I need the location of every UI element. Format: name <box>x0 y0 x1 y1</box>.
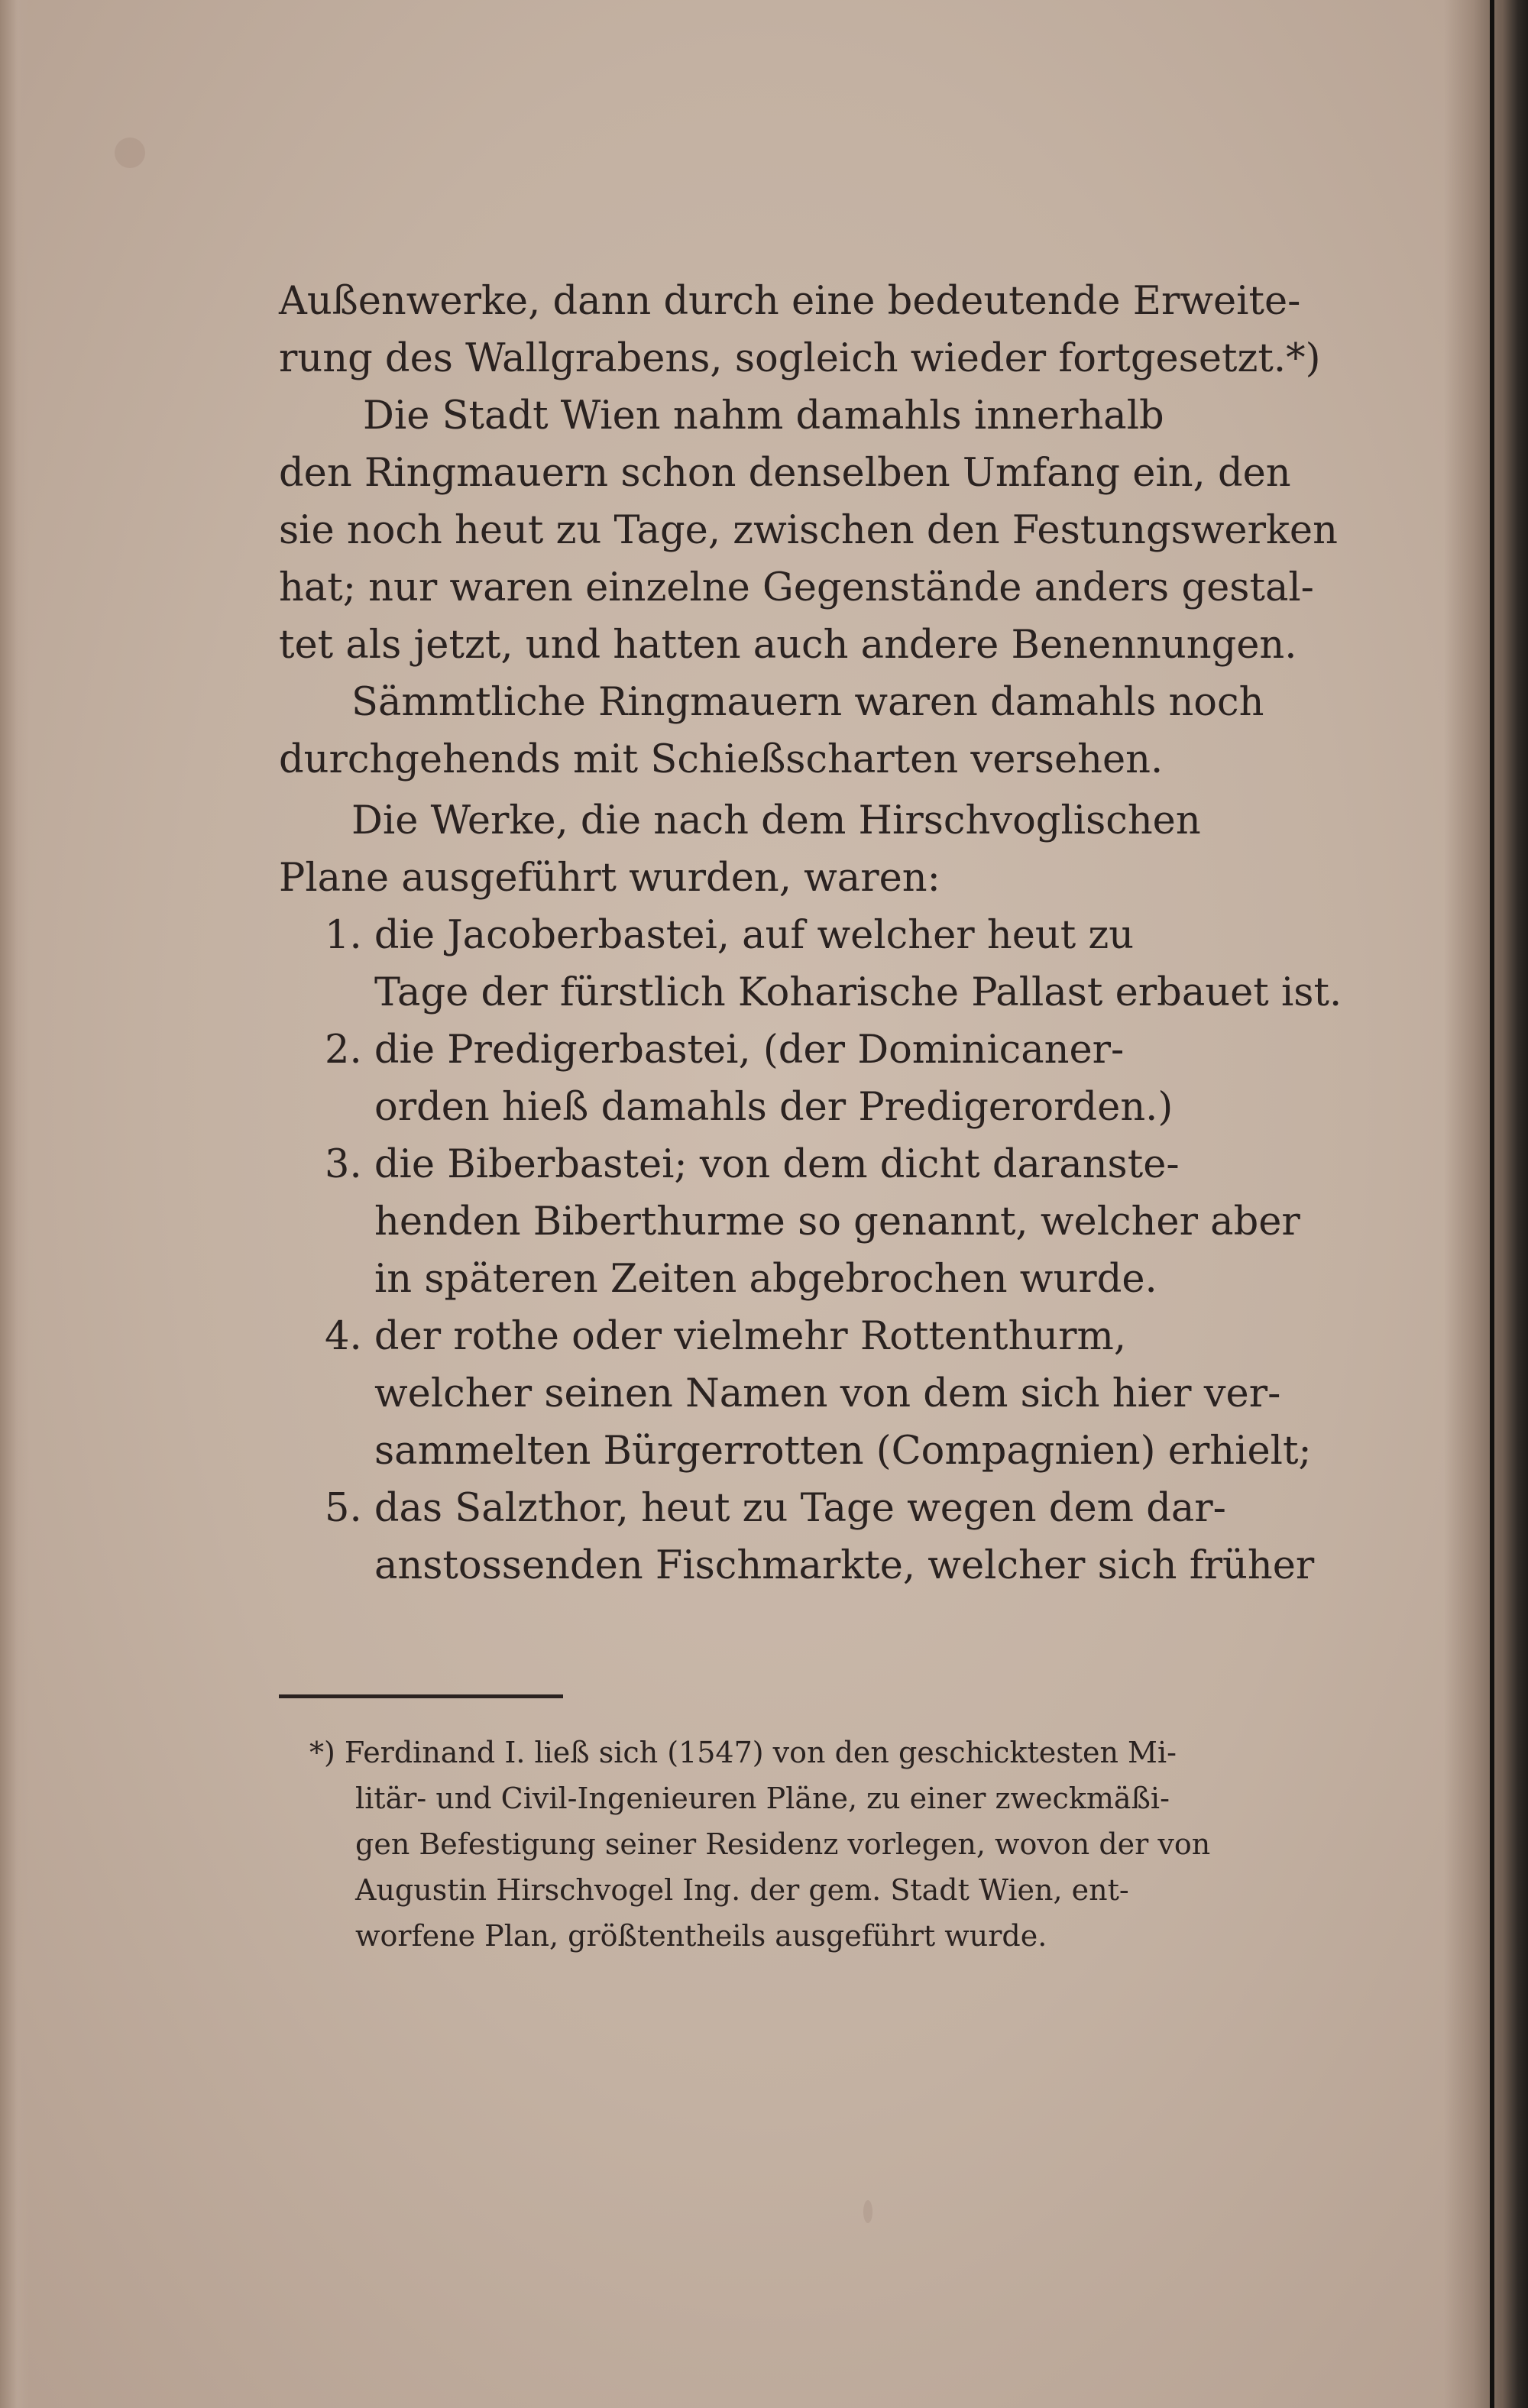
text-line: Plane ausgeführt wurden, waren: <box>279 856 940 901</box>
footnote-line: worfene Plan, größtentheils ausgeführt wurde. <box>355 1919 1047 1953</box>
paper-stain <box>115 138 145 168</box>
binding-edge-line <box>1490 0 1494 2408</box>
footnote-line: gen Befestigung seiner Residenz vorlegen, wovon der von <box>355 1827 1211 1861</box>
text-line: den Ringmauern schon denselben Umfang ein, den <box>279 451 1291 496</box>
text-line: in späteren Zeiten abgebrochen wurde. <box>374 1257 1157 1302</box>
text-line: Die Stadt Wien nahm damahls innerhalb <box>363 393 1164 439</box>
text-line: Außenwerke, dann durch eine bedeutende Erweite- <box>279 279 1301 324</box>
list-item: 1. die Jacoberbastei, auf welcher heut zu <box>325 913 1135 958</box>
text-line: Tage der fürstlich Koharische Pallast erbauet ist. <box>374 970 1342 1015</box>
list-item: 4. der rothe oder vielmehr Rottenthurm, <box>325 1314 1127 1359</box>
text-line: sie noch heut zu Tage, zwischen den Festungswerken <box>279 508 1338 553</box>
footnote-divider <box>279 1694 563 1698</box>
text-line: sammelten Bürgerrotten (Compagnien) erhielt; <box>374 1429 1312 1474</box>
text-line: welcher seinen Namen von dem sich hier ver- <box>374 1371 1281 1416</box>
text-line: hat; nur waren einzelne Gegenstände anders gestal- <box>279 565 1314 610</box>
text-line: Sämmtliche Ringmauern waren damahls noch <box>351 680 1264 725</box>
list-item: 3. die Biberbastei; von dem dicht daranste- <box>325 1142 1180 1187</box>
text-line: Die Werke, die nach dem Hirschvoglischen <box>351 798 1201 843</box>
footnote-line: litär- und Civil-Ingenieuren Pläne, zu einer zweckmäßi- <box>355 1782 1170 1815</box>
paper-stain <box>863 2200 872 2223</box>
footnote-line: Augustin Hirschvogel Ing. der gem. Stadt Wien, ent- <box>355 1873 1129 1907</box>
book-binding-shadow <box>1444 0 1528 2408</box>
list-item: 2. die Predigerbastei, (der Dominicaner- <box>325 1028 1125 1073</box>
text-line: rung des Wallgrabens, sogleich wieder fortgesetzt.*) <box>279 336 1321 381</box>
text-line: orden hieß damahls der Predigerorden.) <box>374 1085 1174 1130</box>
list-item: 5. das Salzthor, heut zu Tage wegen dem dar- <box>325 1486 1226 1531</box>
text-line: anstossenden Fischmarkte, welcher sich früher <box>374 1543 1315 1588</box>
page-left-edge <box>0 0 29 2408</box>
text-line: durchgehends mit Schießscharten versehen. <box>279 737 1164 782</box>
footnote-line: *) Ferdinand I. ließ sich (1547) von den geschicktesten Mi- <box>309 1736 1177 1769</box>
text-line: henden Biberthurme so genannt, welcher aber <box>374 1199 1300 1244</box>
text-line: tet als jetzt, und hatten auch andere Benennungen. <box>279 623 1297 668</box>
